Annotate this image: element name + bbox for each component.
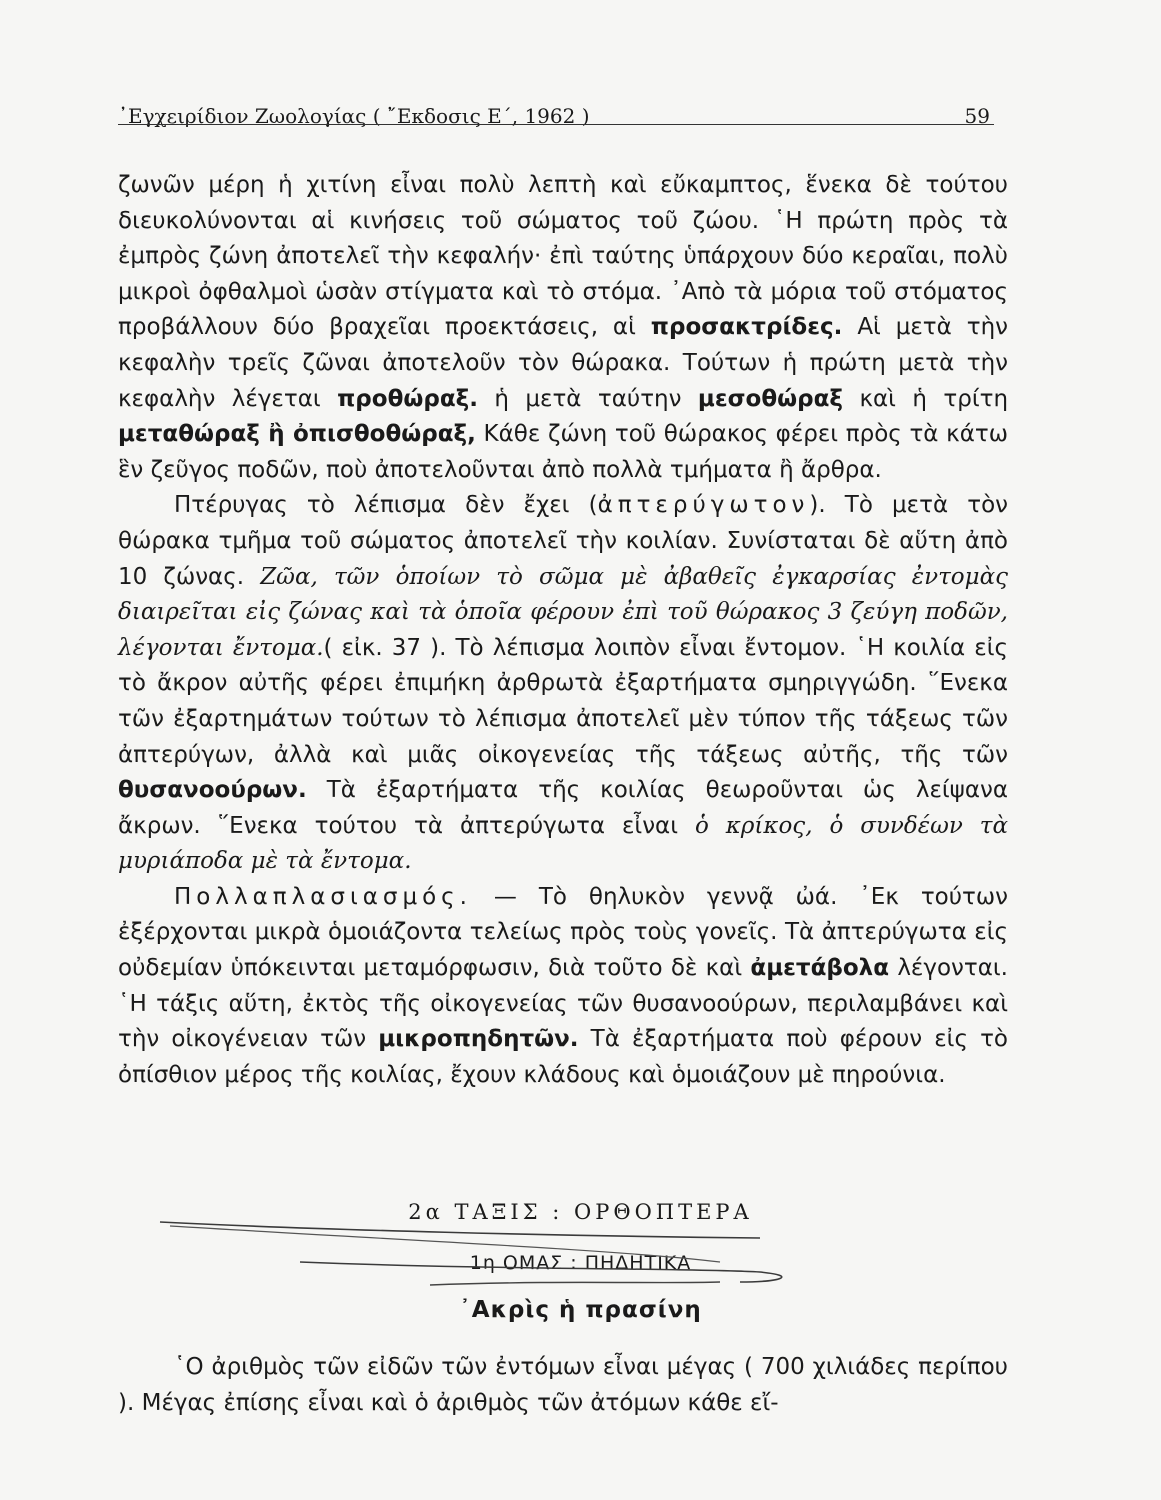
bold-term: μικροπηδητῶν. [378,1026,579,1053]
page-number: 59 [964,104,990,128]
bold-term: μεσοθώραξ [697,385,844,412]
paragraph-1 [118,168,1008,488]
species-heading: ᾿Ακρὶς ἡ πρασίνη [459,1297,702,1323]
final-paragraph [118,1350,1008,1421]
paragraph-3 [118,880,1008,1094]
text-run: ἡ μετὰ ταύτην [494,385,682,412]
bold-term: προθώραξ. [337,385,478,412]
body-text [118,168,1008,1093]
header-title: ᾿Εγχειρίδιον Ζωολογίας ( ῎Εκδοσις Ε΄, 1962 ) [118,104,590,128]
final-text: ῾Ο ἀριθμὸς τῶν εἰδῶν τῶν ἐντόμων εἶναι μέγας ( 700 χιλιάδες περίπου ). Μέγας ἐπίσης εἶναι καὶ ὁ ἀριθμὸς τῶν ἀτόμων κάθε εἴ- [118,1354,1008,1416]
text-run: — Τὸ θηλυκὸν γεννᾷ ὠά. ᾿Εκ τούτων ἐξέρχονται μικρὰ ὁμοιάζοντα τελείως πρὸς τοὺς γονεῖς. Τὰ ἀπτερύγωτα εἰς οὐδεμίαν ὑπόκεινται μεταμόρφωσιν, διὰ τοῦτο δὲ καὶ [118,883,1008,982]
text-run: Αἱ μετὰ τὴν κεφαλὴν τρεῖς ζῶναι ἀποτελοῦν τὸν θώρακα. Τούτων ἡ πρώτη μετὰ τὴν κεφαλὴν λέγεται [118,314,1009,412]
spaced-term: ἀπτερύγωτον [597,492,810,519]
bold-term: μεταθώραξ ἢ ὀπισθοθώραξ, [118,421,476,448]
text-run: ζωνῶν μέρη ἡ χιτίνη εἶναι πολὺ λεπτὴ καὶ εὔκαμπτος, ἕνεκα δὲ τούτου διευκολύνονται αἱ κινήσεις τοῦ σώματος τοῦ ζώου. ῾Η πρώτη πρὸς τὰ ἐμπρὸς ζώνη ἀποτελεῖ τὴν κεφαλήν· ἐπὶ ταύτης ὑπάρχουν δύο κεραῖαι, πολὺ μικροὶ ὀφθαλμοὶ ὡσὰν στίγματα καὶ τὸ στόμα. ᾿Απὸ τὰ μόρια τοῦ στόματος προβάλλουν δύο βραχεῖαι προεκτάσεις, αἱ [118,172,1008,341]
text-run: Κάθε ζώνη τοῦ θώρακος φέρει πρὸς τὰ κάτω ἓν ζεῦγος ποδῶν, ποὺ ἀποτελοῦνται ἀπὸ πολλὰ τμήματα ἢ ἄρθρα. [118,421,1008,483]
text-run: Τὰ ἐξαρτήματα ποὺ φέρουν εἰς τὸ ὀπίσθιον μέρος τῆς κοιλίας, ἔχουν κλάδους καὶ ὁμοιάζουν μὲ πηρούνια. [118,1026,1008,1088]
paragraph-2 [118,488,1008,880]
header-rule [118,124,994,125]
text-run: Τὰ ἐξαρτήματα τῆς κοιλίας θεωροῦνται ὡς λείψανα ἄκρων. ῞Ενεκα τούτου τὰ ἀπτερύγωτα εἶναι [118,777,1009,839]
spaced-term: Πολλαπλασιασμός. [174,883,472,910]
text-run: ). Τὸ μετὰ τὸν θώρακα τμῆμα τοῦ σώματος ἀποτελεῖ τὴν κοιλίαν. Συνίσταται δὲ αὕτη ἀπὸ 10 ζώνας. [118,492,1008,590]
group-heading: 1η ΟΜΑΣ : ΠΗΔΗΤΙΚΑ [469,1252,692,1274]
text-run: ( εἰκ. 37 ). Τὸ λέπισμα λοιπὸν εἶναι ἔντομον. ῾Η κοιλία εἰς τὸ ἄκρον αὐτῆς φέρει ἐπιμήκη ἀρθρωτὰ ἐξαρτήματα σμηριγγώδη. ῞Ενεκα τῶν ἐξαρτημάτων τούτων τὸ λέπισμα ἀποτελεῖ μὲν τύπον τῆς τάξεως τῶν ἀπτερύγων, ἀλλὰ καὶ μιᾶς οἰκογενείας τῆς τάξεως αὐτῆς, τῆς τῶν [118,634,1009,768]
running-header [118,100,990,132]
bold-term: θυσανοούρων. [118,777,307,804]
text-run: καὶ ἡ τρίτη [859,385,1009,412]
italic-definition: Ζῶα, τῶν ὁποίων τὸ σῶμα μὲ ἀβαθεῖς ἐγκαρσίας ἐντομὰς διαιρεῖται εἰς ζώνας καὶ τὰ ὁποῖα φέρουν ἐπὶ τοῦ θώρακος 3 ζεύγη ποδῶν, λέγονται ἔντομα. [118,563,1009,661]
ordo-heading: 2α ΤΑΞΙΣ : ΟΡΘΟΠΤΕΡΑ [408,1200,753,1224]
bold-term: ἀμετάβολα [750,955,890,982]
italic-definition: ὁ κρίκος, ὁ συνδέων τὰ μυριάποδα μὲ τὰ ἔντομα. [118,812,1009,875]
bold-term: προσακτρίδες. [650,314,843,341]
text-run: Πτέρυγας τὸ λέπισμα δὲν ἔχει ( [174,492,598,519]
text-run: λέγονται. ῾Η τάξις αὕτη, ἐκτὸς τῆς οἰκογενείας τῶν θυσανοούρων, περιλαμβάνει καὶ τὴν οἰκογένειαν τῶν [118,955,1008,1053]
